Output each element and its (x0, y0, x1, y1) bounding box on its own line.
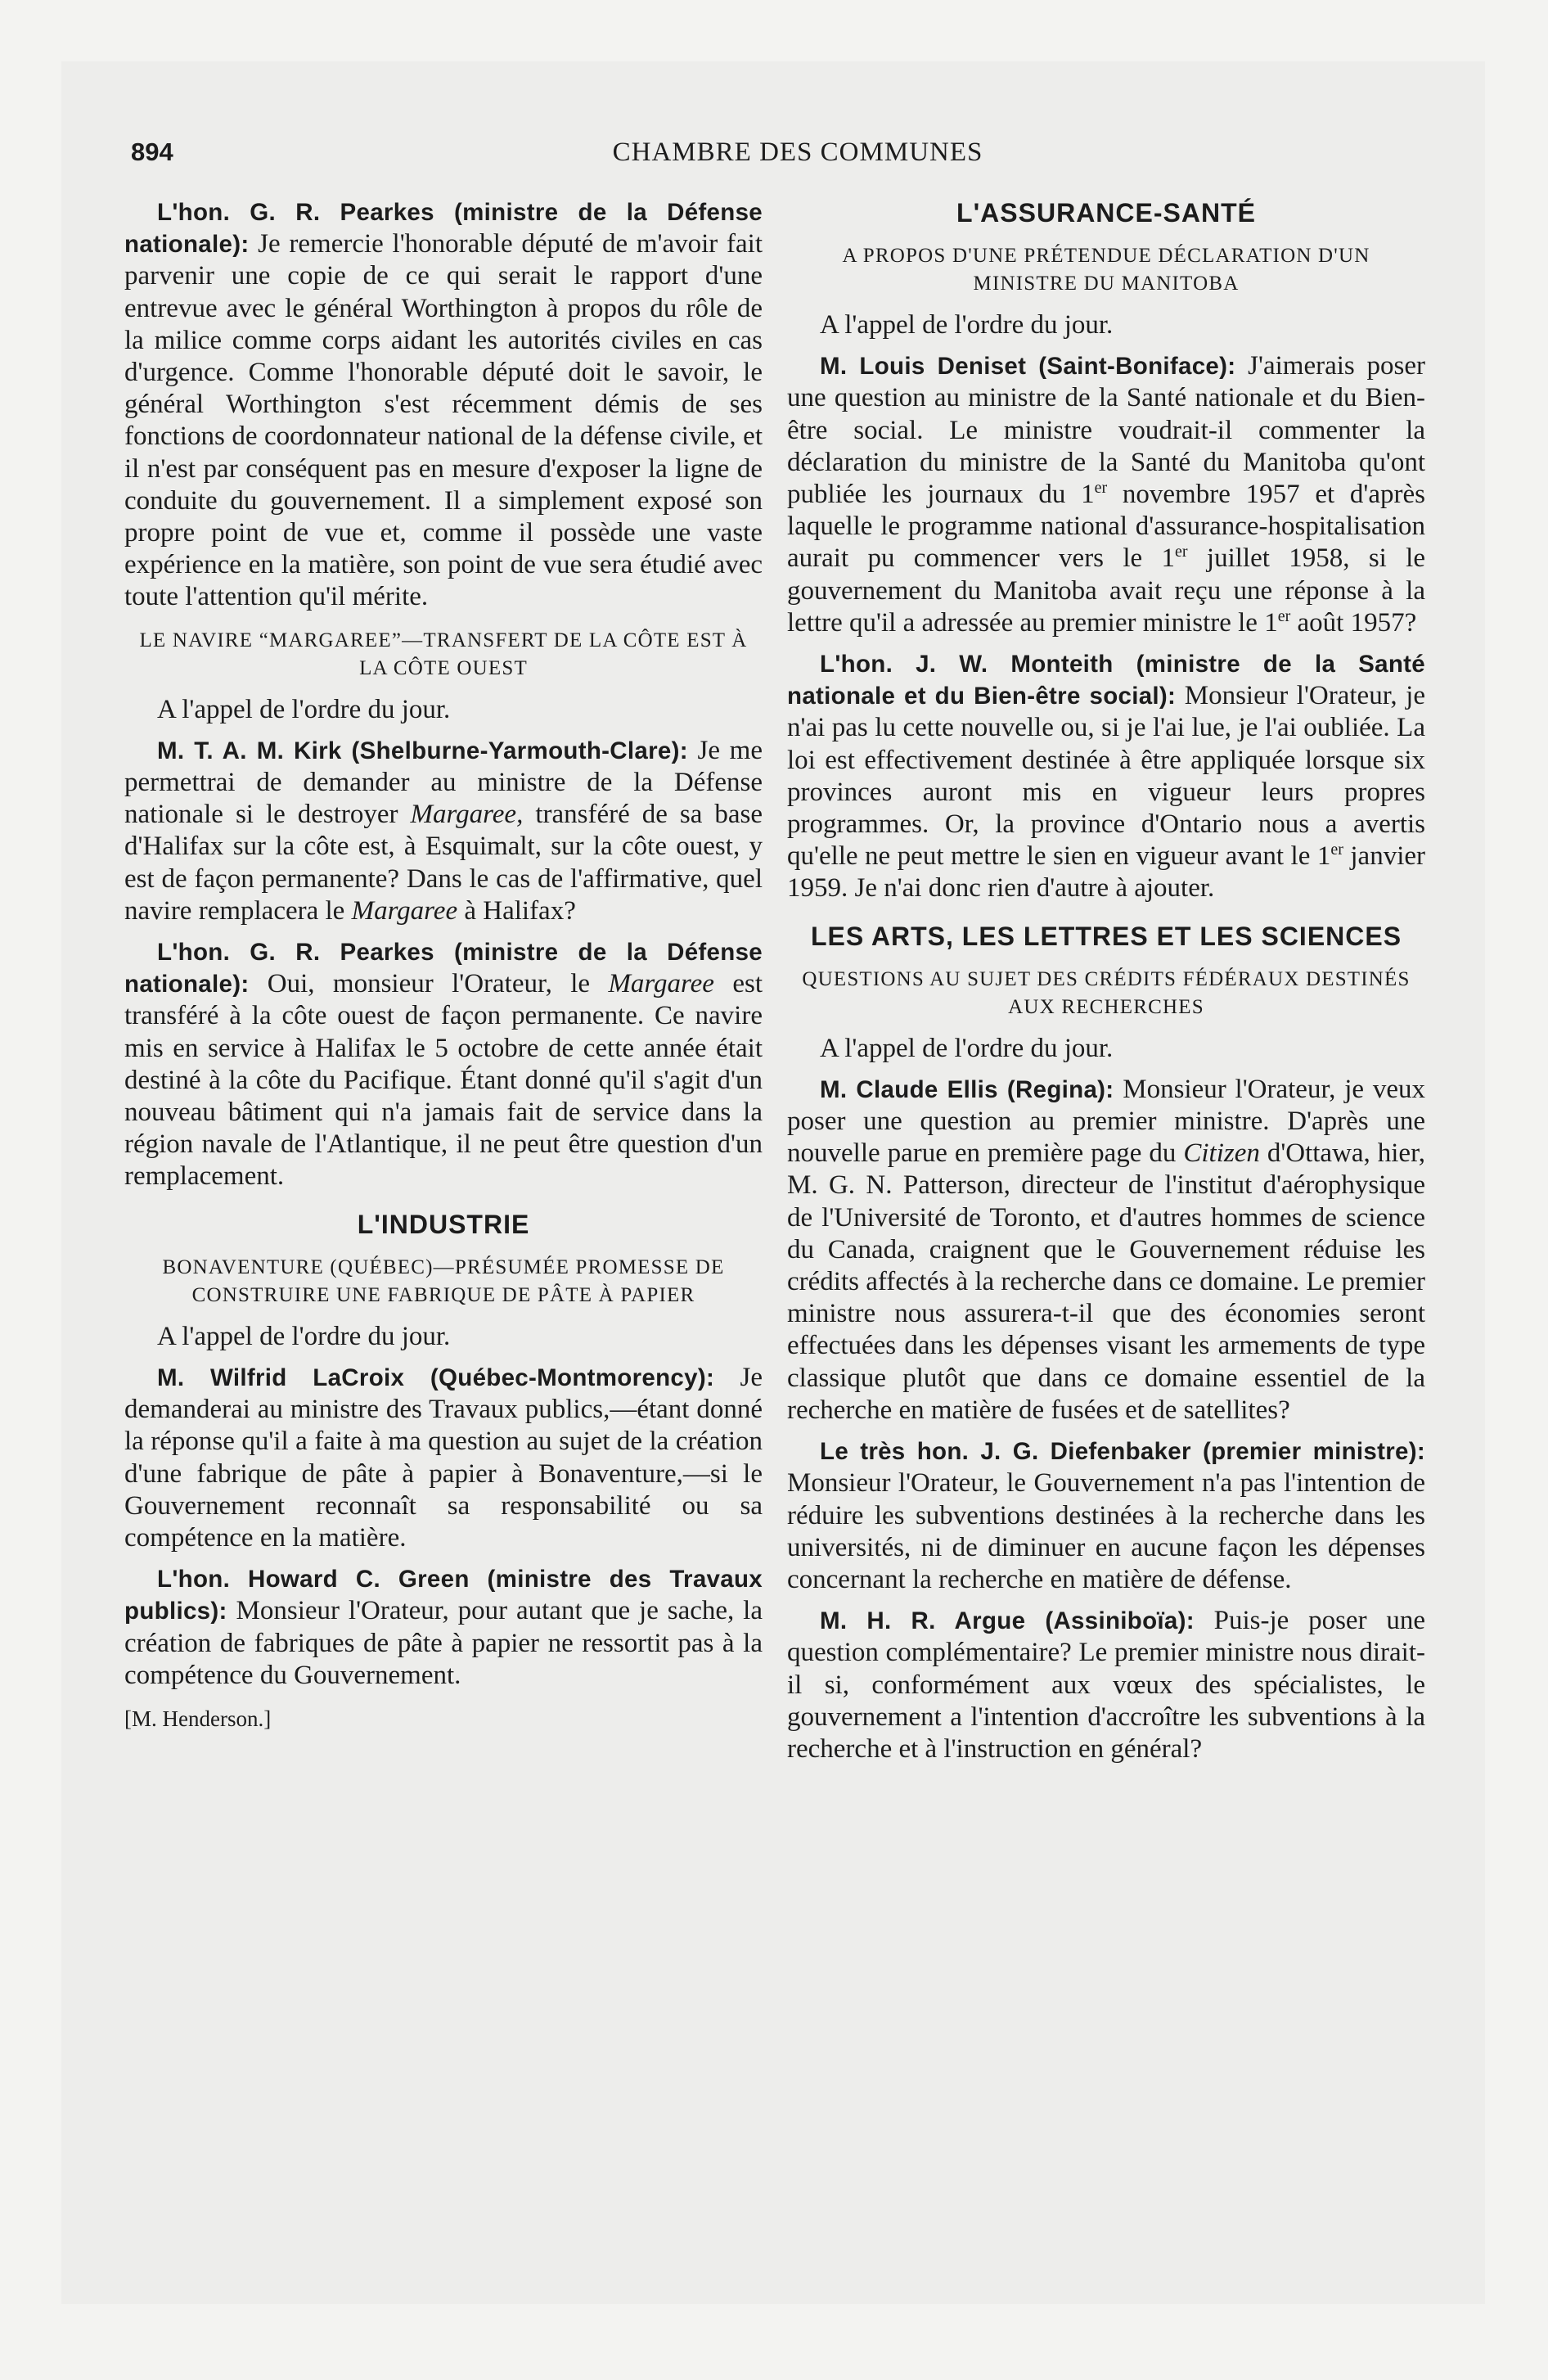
speech-text: janvier 1959. Je n'ai donc rien d'autre à ajouter. (787, 841, 1426, 904)
order-of-day: A l'appel de l'ordre du jour. (820, 1033, 1114, 1063)
paragraph (124, 936, 763, 1193)
page-header (131, 137, 1465, 178)
speech-text: Je me permettrai de demander au ministre de la Défense nationale si le destroyer (124, 735, 763, 830)
speaker-name: L'hon. G. R. Pearkes (ministre de la Défense nationale): (124, 199, 763, 259)
ordinal-superscript: er (1094, 479, 1108, 498)
speaker-name: Le très hon. J. G. Diefenbaker (premier ministre): (820, 1438, 1425, 1466)
left-column (124, 196, 763, 1735)
paragraph (124, 735, 763, 927)
paragraph (124, 196, 763, 614)
subheading: QUESTIONS AU SUJET DES CRÉDITS FÉDÉRAUX DESTINÉS AUX RECHERCHES (802, 967, 1411, 1018)
page-footnote: [M. Henderson.] (124, 1706, 272, 1731)
speaker-name: M. Wilfrid LaCroix (Québec-Montmorency): (157, 1364, 715, 1391)
paragraph (124, 1362, 763, 1554)
order-of-day: A l'appel de l'ordre du jour. (820, 310, 1114, 340)
speech-text: Monsieur l'Orateur, le Gouvernement n'a pas l'intention de réduire les subventions destinées à la recherche dans les universités, ni de diminuer en aucune façon les dépenses concernant la recherche en matière de défense. (787, 1468, 1425, 1594)
paragraph (787, 1436, 1425, 1596)
paragraph (124, 1563, 763, 1692)
speech-text: J'aimerais poser une question au ministre de la Santé nationale et du Bien-être social. Le ministre voudrait-il commenter la déclaration du ministre de la Santé du Manitoba qu'ont publiée les journaux du 1 (787, 351, 1425, 510)
speech-text: août 1957? (1290, 607, 1417, 638)
paragraph (787, 1074, 1425, 1427)
section-heading: LES ARTS, LES LETTRES ET LES SCIENCES (810, 921, 1402, 951)
speech-text: Oui, monsieur l'Orateur, le (249, 969, 609, 999)
speech-text: Monsieur l'Orateur, pour autant que je sache, la création de fabriques de pâte à papier ne ressortit pas à la compétence du Gouvernement. (124, 1596, 763, 1690)
running-title: CHAMBRE DES COMMUNES (612, 137, 983, 167)
speaker-name: L'hon. G. R. Pearkes (ministre de la Défense nationale): (124, 939, 763, 998)
speech-text: Je remercie l'honorable député de m'avoir fait parvenir une copie de ce qui serait le rapport d'une entrevue avec le général Worthington à propos du rôle de la milice comme corps aidant les autorités civiles en cas d'urgence. Comme l'honorable député doit le savoir, le général Worthington s'est récemment démis de ses fonctions de coordonnateur national de la défense civile, et il n'est par conséquent pas en mesure d'exposer la ligne de conduite du gouvernement. Il a simplement exposé son propre point de vue et, comme il possède une vaste expérience en la matière, son point de vue sera étudié avec toute l'attention qu'il mérite. (124, 229, 763, 612)
speech-text: juillet 1958, si le gouvernement du Manitoba avait reçu une réponse à la lettre qu'il a adressée au premier ministre le 1 (787, 543, 1425, 638)
subheading: BONAVENTURE (QUÉBEC)—PRÉSUMÉE PROMESSE DE CONSTRUIRE UNE FABRIQUE DE PÂTE À PAPIER (162, 1255, 725, 1306)
speech-text: novembre 1957 et d'après laquelle le programme national d'assurance-hospitalisation aurait pu commencer vers le 1 (787, 480, 1426, 574)
speech-text: Puis-je poser une question complémentaire? Le premier ministre nous dirait-il si, conformément aux vœux des spécialistes, le gouvernement a l'intention d'accroître les subventions à la recherche et à l'instruction en général? (787, 1606, 1425, 1764)
speech-text: d'Ottawa, hier, M. G. N. Patterson, directeur de l'institut d'aérophysique de l'Université de Toronto, et d'autres hommes de science du Canada, craignent que le Gouvernement réduise les crédits affectés à la recherche dans ce domaine. Le premier ministre nous assurera-t-il que des économies seront effectuées dans les dépenses visant les armements de type classique plutôt que dans ce domaine essentiel de la recherche en matière de fusées et de satellites? (787, 1138, 1425, 1425)
speaker-name: M. Claude Ellis (Regina): (820, 1075, 1114, 1103)
speech-text: est transféré à la côte ouest de façon permanente. Ce navire mis en service à Halifax le 5 octobre de cette année était destiné à la côte du Pacifique. Étant donné qu'il s'agit d'un nouveau bâtiment qui n'a jamais fait de service dans la région navale de l'Atlantique, il ne peut être question d'un remplacement. (124, 969, 763, 1192)
ordinal-superscript: er (1330, 841, 1343, 859)
right-column (787, 196, 1425, 1774)
section-heading: L'ASSURANCE-SANTÉ (956, 198, 1256, 228)
order-of-day: A l'appel de l'ordre du jour. (157, 694, 451, 724)
subheading: LE NAVIRE “MARGAREE”—TRANSFERT DE LA CÔTE EST À LA CÔTE OUEST (139, 629, 748, 679)
ship-name: Margaree (351, 895, 458, 926)
order-of-day: A l'appel de l'ordre du jour. (157, 1321, 451, 1351)
speech-text: Monsieur l'Orateur, je n'ai pas lu cette nouvelle ou, si je l'ai lue, je l'ai oubliée. La loi est effectivement destinée à être appliquée lorsque six provinces auront mis en vigueur leurs propres programmes. Or, la province d'Ontario nous a avertis qu'elle ne peut mettre le sien en vigueur avant le 1 (787, 681, 1425, 872)
speech-text: Je demanderai au ministre des Travaux publics,—étant donné la réponse qu'il a faite à ma question au sujet de la création d'une fabrique de pâte à papier à Bonaventure,—si le Gouvernement reconnaît sa responsabilité ou sa compétence en la matière. (124, 1362, 763, 1553)
speech-text: à Halifax? (457, 895, 576, 926)
page-number: 894 (131, 137, 173, 166)
speaker-name: M. T. A. M. Kirk (Shelburne-Yarmouth-Clare): (157, 737, 688, 764)
subheading: A PROPOS D'UNE PRÉTENDUE DÉCLARATION D'UN MINISTRE DU MANITOBA (842, 245, 1370, 295)
speaker-name: M. Louis Deniset (Saint-Boniface): (820, 353, 1236, 381)
section-heading: L'INDUSTRIE (357, 1209, 530, 1239)
paragraph (787, 350, 1425, 639)
speaker-name: L'hon. J. W. Monteith (ministre de la Santé nationale et du Bien-être social): (787, 651, 1425, 710)
speech-text: transféré de sa base d'Halifax sur la côte est, à Esquimalt, sur la côte ouest, y est de façon permanente? Dans le cas de l'affirmative, quel navire remplacera le (124, 800, 763, 926)
ship-name: Margaree (608, 969, 714, 999)
speech-text: Monsieur l'Orateur, je veux poser une question au premier ministre. D'après une nouvelle parue en première page du (787, 1074, 1425, 1169)
paragraph (787, 1605, 1425, 1765)
ship-name: Margaree, (410, 800, 524, 830)
ordinal-superscript: er (1175, 543, 1188, 561)
speaker-name: L'hon. Howard C. Green (ministre des Travaux publics): (124, 1566, 763, 1625)
newspaper-name: Citizen (1183, 1138, 1260, 1169)
ordinal-superscript: er (1277, 606, 1291, 625)
speaker-name: M. H. R. Argue (Assiniboïa): (820, 1607, 1195, 1635)
paragraph (787, 648, 1425, 905)
